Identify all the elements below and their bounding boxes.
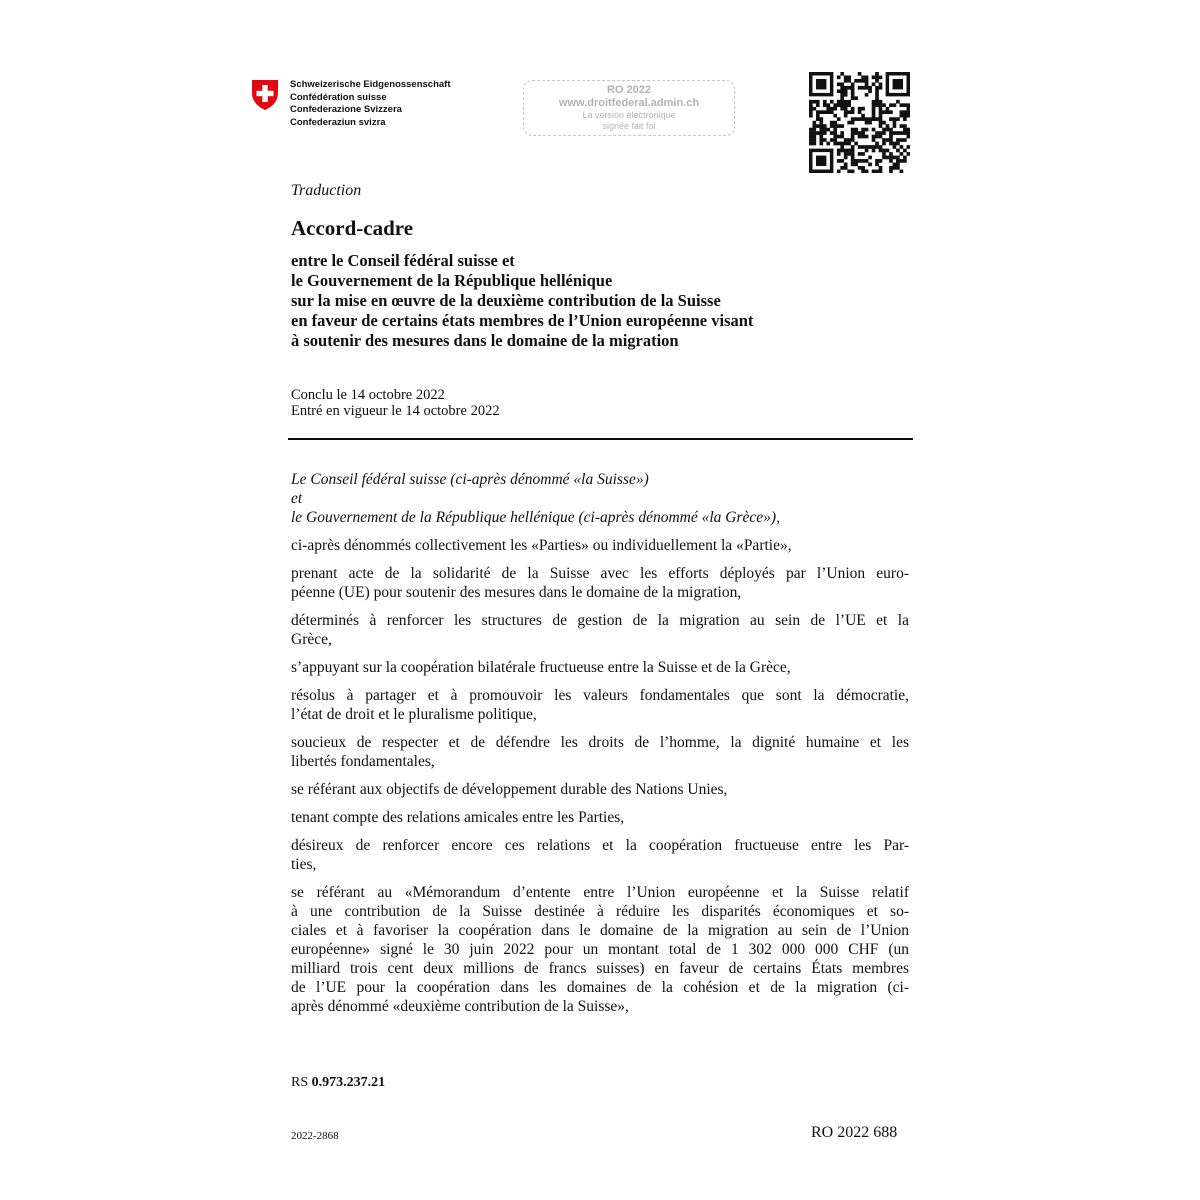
- preamble-paragraph: [291, 883, 909, 1016]
- paragraph-line: déterminés à renforcer les structures de gestion de la migration au sein de l’UE et la: [291, 612, 909, 629]
- qr-code-icon: [809, 72, 910, 173]
- preamble-paragraphs: [291, 536, 909, 1016]
- paragraph-line: l’état de droit et le pluralisme politique,: [291, 706, 537, 723]
- stamp-website[interactable]: www.droitfederal.admin.ch: [558, 97, 700, 109]
- paragraph-line: ciales et à favoriser la coopération dans le domaine de la migration au sein de l’Union: [291, 922, 909, 939]
- paragraph-line: résolus à partager et à promouvoir les valeurs fondamentales que sont la démocratie,: [291, 687, 909, 704]
- paragraph-line: prenant acte de la solidarité de la Suisse avec les efforts déployés par l’Union euro-: [291, 565, 909, 582]
- paragraph-line: ci-après dénommés collectivement les «Parties» ou individuellement la «Partie»,: [291, 537, 792, 554]
- preamble-paragraph: [291, 564, 909, 602]
- preamble-paragraph: [291, 611, 909, 649]
- party-switzerland: Le Conseil fédéral suisse (ci-après dénommé «la Suisse»): [291, 471, 649, 488]
- subtitle-line: le Gouvernement de la République hellénique: [291, 271, 613, 290]
- preamble: [291, 470, 909, 1016]
- paragraph-line: milliard trois cent deux millions de francs suisses) en faveur de certains États membres: [291, 960, 909, 977]
- paragraph-line: ties,: [291, 856, 317, 873]
- confederation-name-fr: Confédération suisse: [290, 91, 387, 103]
- paragraph-line: européenne» signé le 30 juin 2022 pour un montant total de 1 302 000 000 CHF (un: [291, 941, 909, 958]
- preamble-paragraph: [291, 658, 909, 677]
- rs-number: 0.973.237.21: [311, 1075, 386, 1090]
- document-number: 2022-2868: [291, 1130, 339, 1142]
- preamble-paragraph: [291, 836, 909, 874]
- confederation-name-rm: Confederaziun svizra: [290, 117, 386, 129]
- stamp-ro: RO 2022: [606, 84, 652, 96]
- paragraph-line: désireux de renforcer encore ces relations et la coopération fructueuse entre les Par-: [291, 837, 909, 854]
- paragraph-line: à une contribution de la Suisse destinée à réduire les disparités économiques et so-: [291, 903, 909, 920]
- party-greece: le Gouvernement de la République hellénique (ci-après dénommé «la Grèce»),: [291, 509, 780, 526]
- party-conjunction: et: [291, 490, 303, 507]
- document-subtitle: [291, 251, 911, 351]
- confederation-name-de: Schweizerische Eidgenossenschaft: [290, 79, 451, 90]
- paragraph-line: s’appuyant sur la coopération bilatérale fructueuse entre la Suisse et de la Grèce,: [291, 659, 791, 676]
- preamble-paragraph: [291, 780, 909, 799]
- stamp-note-1: La version électronique: [582, 110, 676, 120]
- paragraph-line: libertés fondamentales,: [291, 753, 435, 770]
- rs-reference: [291, 1075, 385, 1091]
- paragraph-line: soucieux de respecter et de défendre les droits de l’homme, la dignité humaine et les: [291, 734, 909, 751]
- swiss-cross-shield-icon: [251, 79, 279, 111]
- preamble-paragraph: [291, 808, 909, 827]
- confederation-name-it: Confederazione Svizzera: [290, 104, 402, 116]
- preamble-paragraph: [291, 733, 909, 771]
- translation-label: Traduction: [291, 182, 362, 199]
- preamble-paragraph: [291, 686, 909, 724]
- subtitle-line: sur la mise en œuvre de la deuxième contribution de la Suisse: [291, 291, 721, 310]
- rs-prefix: RS: [291, 1075, 312, 1090]
- ro-reference: RO 2022 688: [811, 1124, 898, 1141]
- paragraph-line: Grèce,: [291, 631, 332, 648]
- paragraph-line: se référant aux objectifs de développement durable des Nations Unies,: [291, 781, 728, 798]
- stamp-note-2: signée fait foi: [602, 121, 656, 131]
- concluded-date: Conclu le 14 octobre 2022: [291, 387, 445, 403]
- subtitle-line: en faveur de certains états membres de l’Union européenne visant: [291, 311, 754, 330]
- paragraph-line: tenant compte des relations amicales entre les Parties,: [291, 809, 625, 826]
- paragraph-line: péenne (UE) pour soutenir des mesures dans le domaine de la migration,: [291, 584, 742, 601]
- in-force-date: Entré en vigueur le 14 octobre 2022: [291, 403, 500, 419]
- paragraph-line: après dénommé «deuxième contribution de la Suisse»,: [291, 998, 629, 1015]
- subtitle-line: à soutenir des mesures dans le domaine de la migration: [291, 331, 679, 350]
- header-divider: [288, 438, 913, 440]
- document-title: Accord-cadre: [291, 216, 414, 240]
- parties-intro: [291, 470, 909, 527]
- paragraph-line: de l’UE pour la coopération dans les domaines de la cohésion et de la migration (ci-: [291, 979, 909, 996]
- document-dates: [291, 387, 500, 419]
- subtitle-line: entre le Conseil fédéral suisse et: [291, 251, 515, 270]
- paragraph-line: se référant au «Mémorandum d’entente entre l’Union européenne et la Suisse relatif: [291, 884, 909, 901]
- publication-stamp: [523, 80, 735, 136]
- preamble-paragraph: [291, 536, 909, 555]
- confederation-names: [290, 79, 451, 130]
